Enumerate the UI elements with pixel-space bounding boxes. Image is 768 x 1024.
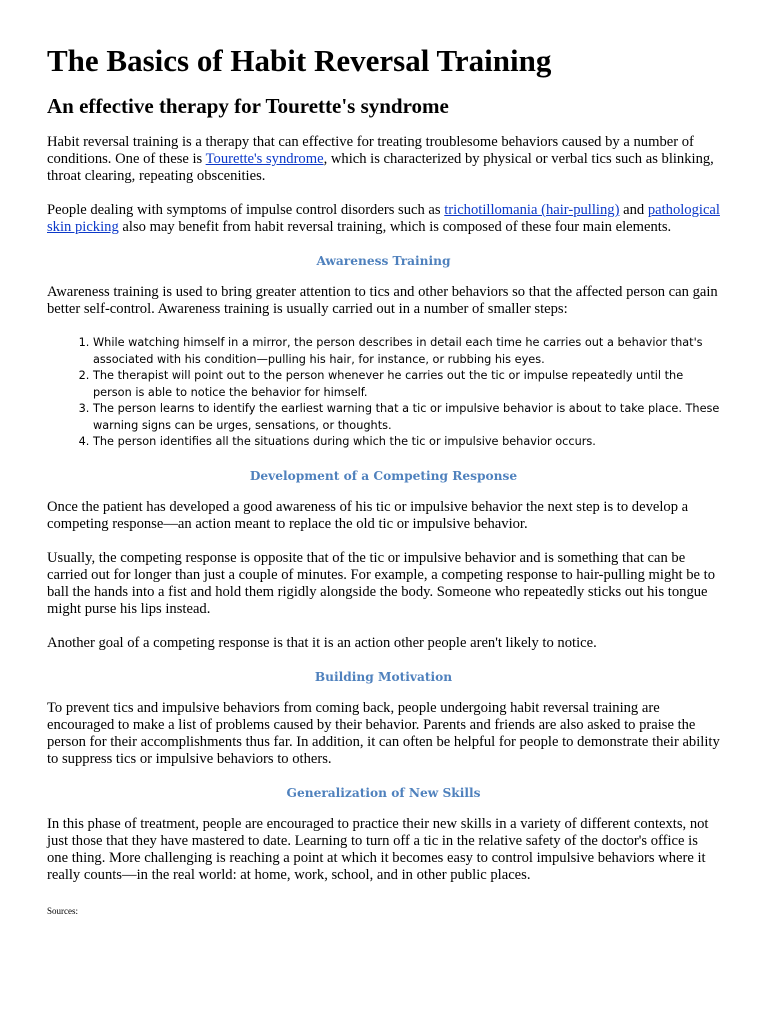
sources-label: Sources: bbox=[47, 905, 78, 916]
competing-paragraph-3: Another goal of a competing response is that it is an action other people aren't likely to notice. bbox=[47, 634, 597, 651]
tourettes-link[interactable]: Tourette's syndrome bbox=[205, 151, 324, 167]
generalization-heading: Generalization of New Skills bbox=[286, 785, 481, 800]
intro-paragraph: Habit reversal training is a therapy that can effective for treating troublesome behaviors caused by a number of conditions. One of these is Tourette's syndrome, which is characterized by physical or verbal tics such as blinking, throat clearing, repeating obscenities. bbox=[47, 134, 714, 184]
competing-paragraph-1: Once the patient has developed a good awareness of his tic or impulsive behavior the next step is to develop a competing response—an action meant to replace the old tic or impulsive behavior. bbox=[47, 498, 689, 532]
skin-picking-link[interactable]: pathological skin picking bbox=[47, 202, 720, 235]
motivation-heading: Building Motivation bbox=[314, 669, 453, 684]
list-item: 2. The therapist will point out to the person whenever he carries out the tic or impulse repeatedly until the person is able to notice the behavior for himself. bbox=[93, 368, 720, 401]
list-item: 3. The person learns to identify the earliest warning that a tic or impulsive behavior is about to take place. These warning signs can be urges, sensations, or thoughts. bbox=[93, 401, 720, 434]
awareness-steps-list bbox=[47, 335, 720, 451]
awareness-paragraph: Awareness training is used to bring greater attention to tics and other behaviors so that the affected person can gain better self-control. Awareness training is usually carried out in a number of smaller steps: bbox=[47, 284, 718, 317]
page-subtitle: An effective therapy for Tourette's syndrome bbox=[47, 94, 449, 118]
list-item: 1. While watching himself in a mirror, the person describes in detail each time he carries out a behavior that's associated with his condition—pulling his hair, for instance, or rubbing his eyes. bbox=[93, 335, 720, 368]
awareness-heading: Awareness Training bbox=[316, 254, 451, 268]
motivation-paragraph: To prevent tics and impulsive behaviors from coming back, people undergoing habit reversal training are encouraged to make a list of problems caused by their behavior. Parents and friends are also asked to praise the person for their accomplishments thus far. In addition, it can often be helpful for people to demonstrate their ability to suppress tics or impulsive behaviors to others. bbox=[47, 699, 720, 767]
list-item: 4. The person identifies all the situations during which the tic or impulsive behavior occurs. bbox=[93, 434, 720, 451]
trichotillomania-link[interactable]: trichotillomania (hair-pulling) bbox=[444, 202, 620, 218]
impulse-paragraph: People dealing with symptoms of impulse control disorders such as trichotillomania (hair-pulling) and pathological skin picking also may benefit from habit reversal training, which is composed of these four main elements. bbox=[47, 202, 720, 235]
generalization-paragraph: In this phase of treatment, people are encouraged to practice their new skills in a variety of different contexts, not just those that they have mastered to date. Learning to turn off a tic in the relative safety of the doctor's office is one thing. More challenging is reaching a point at which it becomes easy to control impulsive behaviors where it really counts—in the real world: at home, work, school, and in other public places. bbox=[47, 815, 709, 883]
competing-paragraph-2: Usually, the competing response is opposite that of the tic or impulsive behavior and is something that can be carried out for longer than just a couple of minutes. For example, a competing response to hair-pulling might be to ball the hands into a fist and hold them rigidly alongside the body. Someone who repeatedly sticks out his tongue might purse his lips instead. bbox=[47, 549, 716, 617]
competing-heading: Development of a Competing Response bbox=[249, 468, 518, 483]
page-title: The Basics of Habit Reversal Training bbox=[47, 43, 552, 78]
